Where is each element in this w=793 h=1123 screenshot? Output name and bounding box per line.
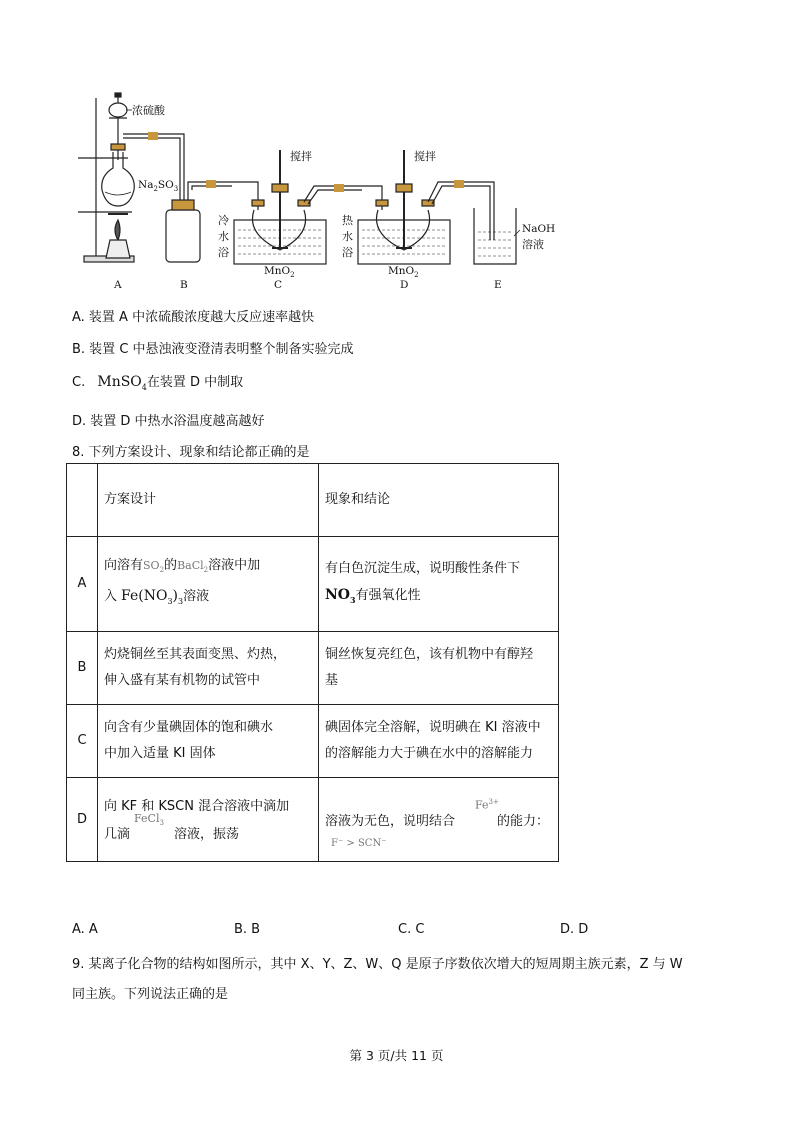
apparatus-label-b: B: [180, 279, 188, 291]
label-cold-bath-1: 冷: [218, 214, 229, 227]
label-naoh-solution: 溶液: [522, 238, 544, 251]
header-key: [67, 464, 98, 537]
row-key-a: A: [67, 537, 98, 632]
apparatus-label-c: C: [274, 279, 283, 291]
q7-option-c-prefix: C.: [72, 375, 86, 390]
row-a-plan: 向溶有$SO_2$的BaCl$_2$溶液中加 入 $Fe(NO_3)_3$溶液: [98, 537, 319, 632]
apparatus-diagram: [62, 90, 562, 295]
label-hot-bath-3: 浴: [342, 246, 353, 259]
label-na2so3: $Na_2SO_3$: [138, 179, 179, 193]
q8-answer-choices: [72, 922, 592, 940]
row-key-d: D: [67, 778, 98, 862]
header-result: 现象和结论: [319, 464, 559, 537]
apparatus-label-a: A: [114, 279, 122, 291]
label-naoh: NaOH: [522, 223, 556, 235]
page-number: 第 3 页/共 11 页: [349, 1048, 444, 1063]
table-row: [67, 632, 559, 705]
apparatus-label-d: D: [400, 279, 409, 291]
label-stir-d: 搅拌: [414, 150, 436, 163]
q8-stem: 8. 下列方案设计、现象和结论都正确的是: [72, 445, 310, 460]
answer-a[interactable]: A. A: [72, 922, 98, 937]
apparatus-label-e: E: [494, 279, 502, 291]
header-plan: 方案设计: [98, 464, 319, 537]
row-key-c: C: [67, 705, 98, 778]
row-b-plan: 灼烧铜丝至其表面变黑、灼热， 伸入盛有某有机物的试管中: [98, 632, 319, 705]
q8-table: [66, 463, 559, 862]
q9-stem-line2: 同主族。下列说法正确的是: [72, 987, 229, 1002]
answer-d[interactable]: D. D: [560, 922, 589, 937]
row-c-result: 碘固体完全溶解，说明碘在 KI 溶液中 的溶解能力大于碘在水中的溶解能力: [319, 705, 559, 778]
label-stir-c: 搅拌: [290, 150, 312, 163]
q7-option-b: B. 装置 C 中悬浊液变澄清表明整个制备实验完成: [72, 342, 354, 357]
label-cold-bath-3: 浴: [218, 246, 229, 259]
table-row: [67, 778, 559, 862]
table-row: [67, 705, 559, 778]
label-mno2-c: MnO$_2$: [264, 265, 295, 279]
label-mno2-d: MnO$_2$: [388, 265, 419, 279]
row-key-b: B: [67, 632, 98, 705]
row-d-result: $Fe^{3+}$ 溶液为无色，说明结合 的能力： F⁻ > SCN⁻: [319, 778, 559, 862]
label-conc-sulfuric-acid: 浓硫酸: [132, 104, 165, 117]
label-cold-bath-2: 水: [218, 230, 229, 243]
row-d-plan: 向 KF 和 KSCN 混合溶液中滴加 FeCl$_3$ 几滴 溶液，振荡: [98, 778, 319, 862]
q7-option-d: D. 装置 D 中热水浴温度越高越好: [72, 414, 265, 429]
row-a-result: 有白色沉淀生成，说明酸性条件下 $NO_3$有强氧化性: [319, 537, 559, 632]
answer-c[interactable]: C. C: [398, 922, 425, 937]
q7-option-a: A. 装置 A 中浓硫酸浓度越大反应速率越快: [72, 310, 315, 325]
q7-option-c-suffix: 在装置 D 中制取: [146, 375, 244, 390]
label-hot-bath-2: 水: [342, 230, 353, 243]
q9-stem-line1: 9. 某离子化合物的结构如图所示，其中 X、Y、Z、W、Q 是原子序数依次增大的短周期主族元素，Z 与 W: [72, 957, 683, 972]
label-hot-bath-1: 热: [342, 214, 353, 227]
q7-option-c: [72, 371, 243, 392]
table-row: [67, 537, 559, 632]
q7-option-c-formula: MnSO$_4$: [97, 374, 147, 392]
table-header-row: [67, 464, 559, 537]
row-b-result: 铜丝恢复亮红色，该有机物中有醇羟 基: [319, 632, 559, 705]
answer-b[interactable]: B. B: [234, 922, 261, 937]
row-c-plan: 向含有少量碘固体的饱和碘水 中加入适量 KI 固体: [98, 705, 319, 778]
